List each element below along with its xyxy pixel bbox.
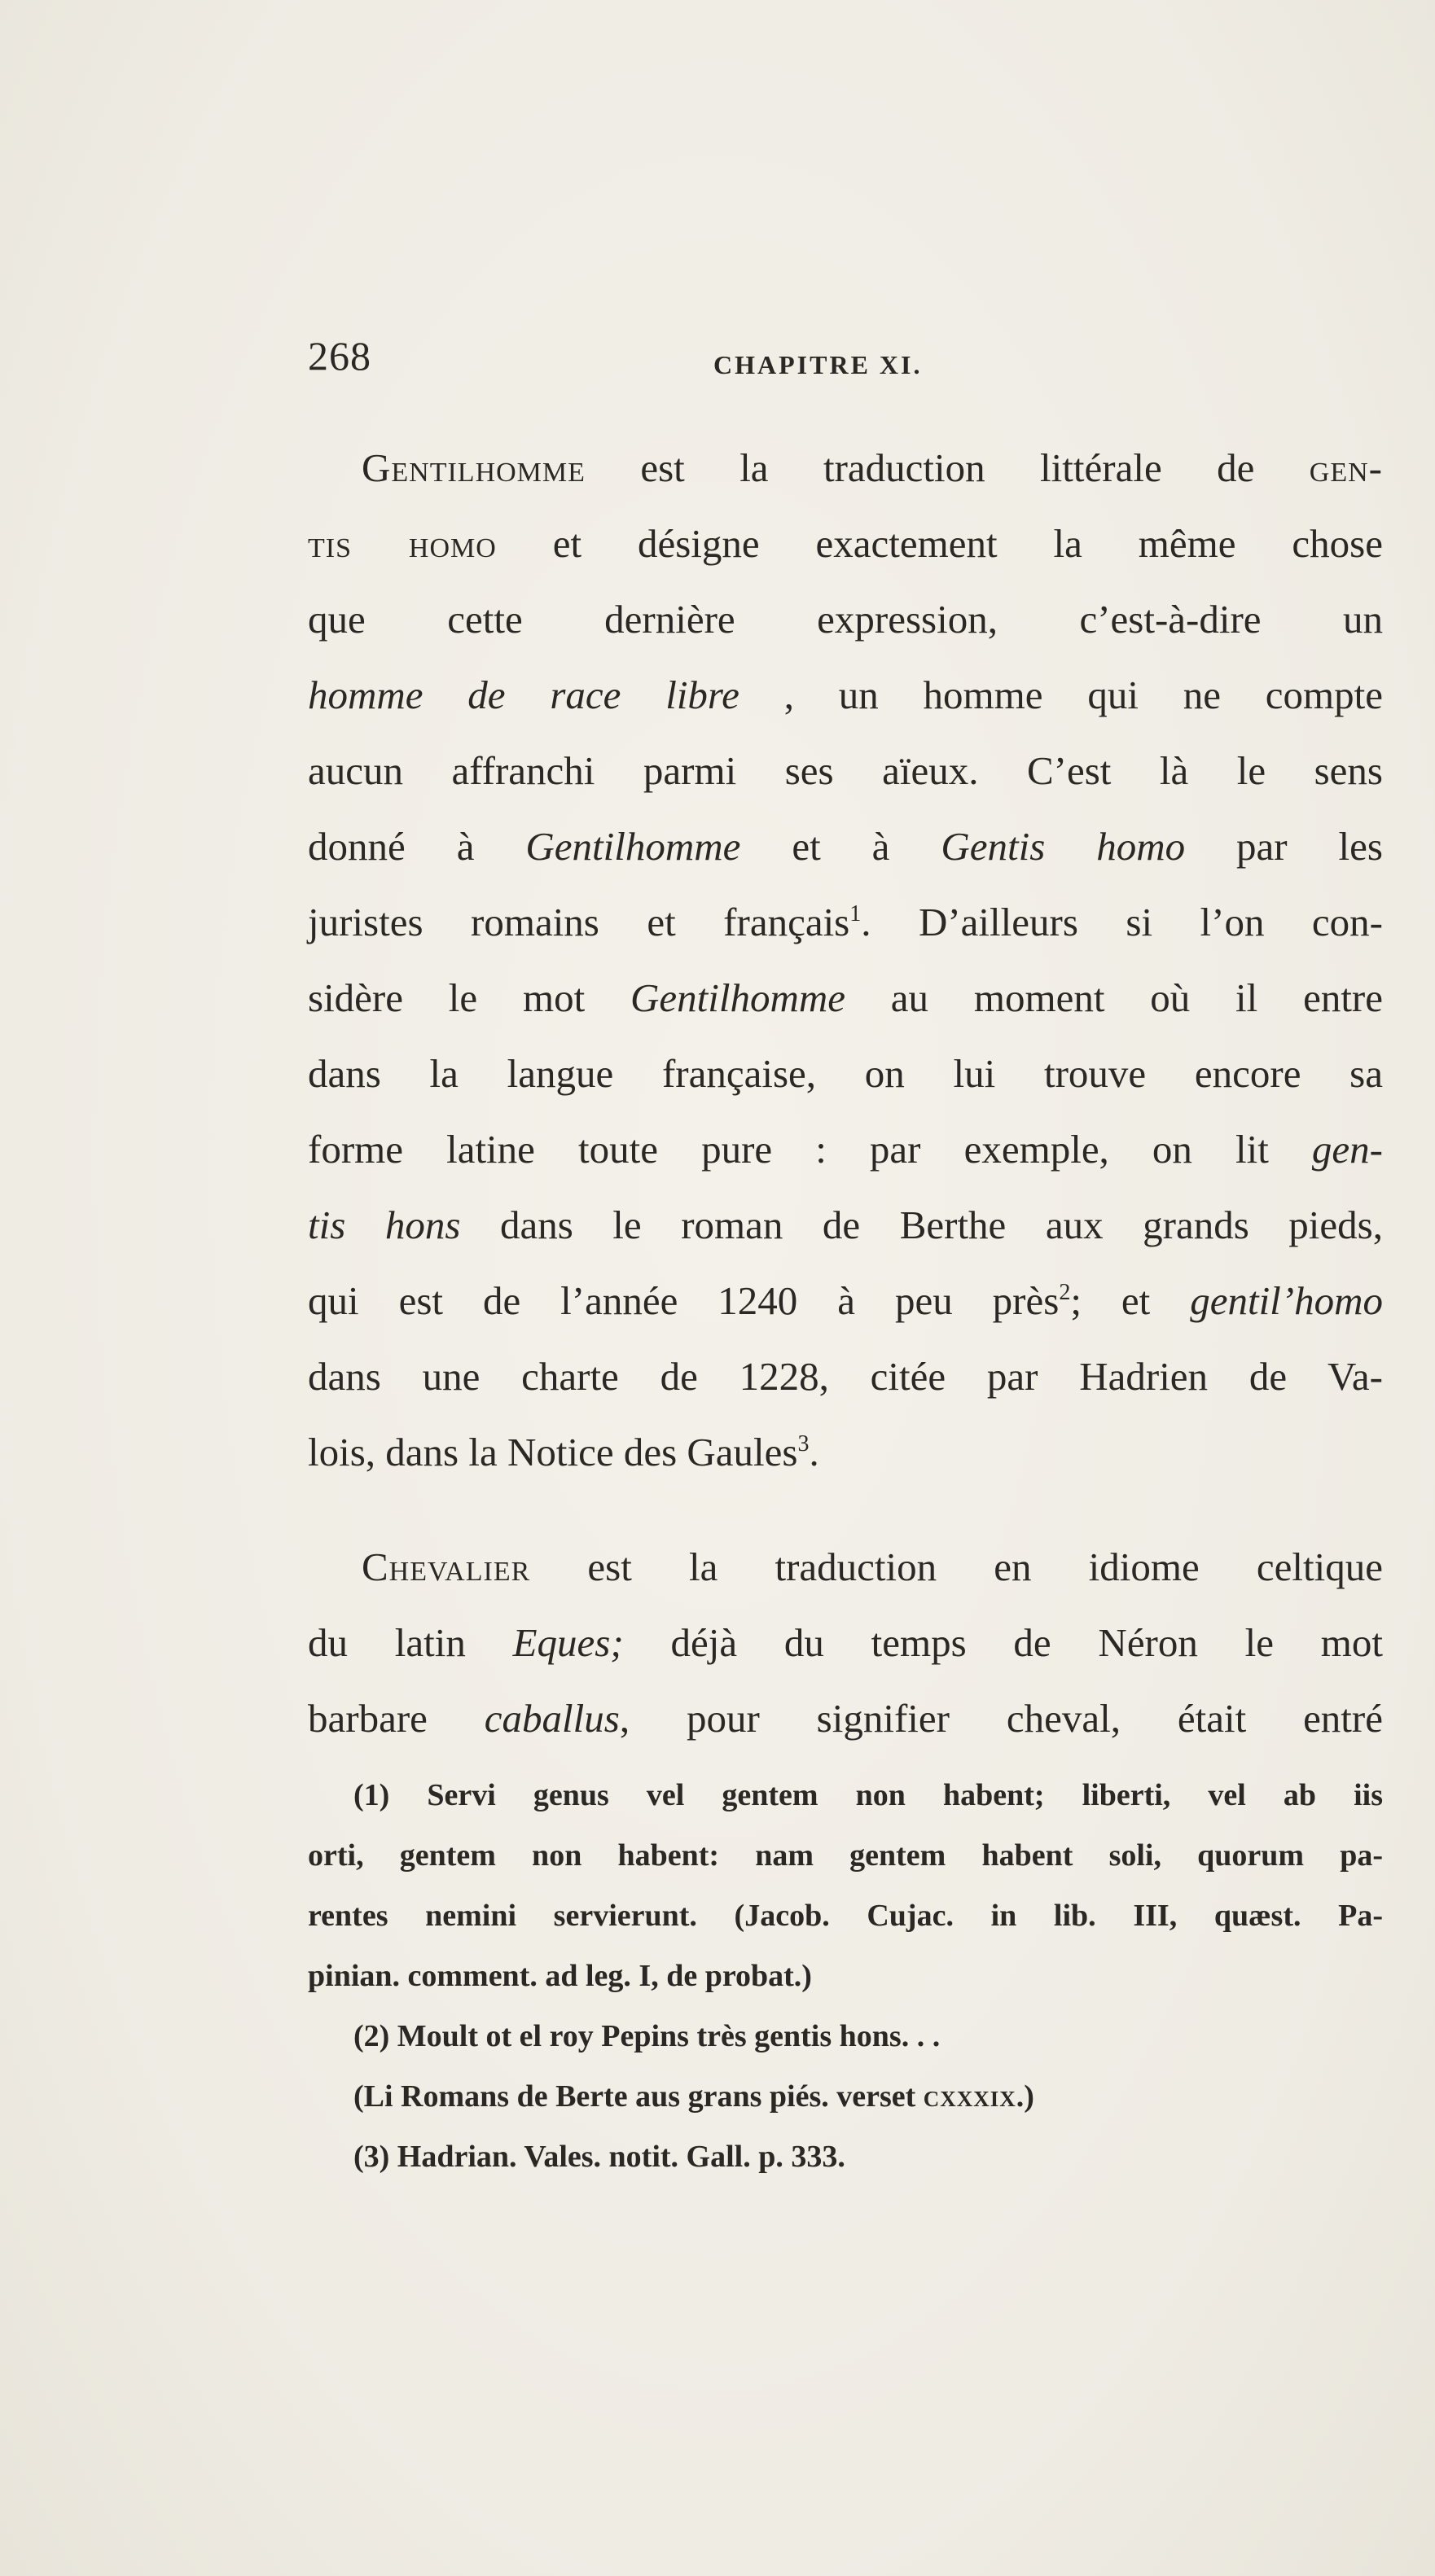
footnote-line: orti, gentem non habent: nam gentem habent soli, quorum pa- xyxy=(308,1838,1383,1873)
running-title: CHAPITRE XI. xyxy=(713,350,923,379)
text-line xyxy=(308,960,1383,1036)
text-line xyxy=(308,1263,1383,1338)
text-line xyxy=(308,1529,1383,1605)
footnote-line: rentes nemini servierunt. (Jacob. Cujac. in lib. III, quæst. Pa- xyxy=(308,1899,1383,1933)
text-line xyxy=(308,430,1383,506)
footnote-line: (1) Servi genus vel gentem non habent; liberti, vel ab iis xyxy=(353,1778,1383,1812)
text-span: dans le roman de Berthe aux grands pieds, xyxy=(460,1203,1383,1247)
text-span: juristes romains et français xyxy=(308,900,850,944)
text-span: ; et xyxy=(1070,1278,1191,1323)
text-span: (Li Romans de Berte aus grans piés. verset xyxy=(353,2079,924,2114)
text-span: du latin xyxy=(308,1620,513,1665)
text-line xyxy=(308,1187,1383,1263)
text-line: que cette dernière expression, c’est-à-dire un xyxy=(308,597,1383,642)
text-span: qui est de l’année 1240 à peu près xyxy=(308,1278,1060,1323)
text-span: . D’ailleurs si l’on con- xyxy=(861,900,1383,944)
italic-phrase: gen- xyxy=(1311,1127,1383,1172)
footnote-ref[interactable]: 1 xyxy=(849,901,862,927)
text-span: . xyxy=(809,1430,819,1474)
page-header xyxy=(308,332,1383,397)
main-text xyxy=(308,430,1383,1756)
footnote-line: (3) Hadrian. Vales. notit. Gall. p. 333. xyxy=(353,2140,845,2174)
italic-phrase: Gentilhomme xyxy=(630,975,845,1020)
footnote-line: pinian. comment. ad leg. I, de probat.) xyxy=(308,1959,812,1993)
text-span: et désigne exactement la même chose xyxy=(496,521,1383,566)
italic-phrase: Eques; xyxy=(512,1620,624,1665)
footnote-ref[interactable]: 3 xyxy=(797,1431,810,1457)
italic-phrase: gentil’homo xyxy=(1190,1278,1383,1323)
italic-phrase: Gentis homo xyxy=(941,824,1186,869)
text-line xyxy=(308,1111,1383,1187)
italic-phrase: Gentilhomme xyxy=(525,824,741,869)
term-gentilhomme: Gentilhomme xyxy=(362,445,586,490)
footnote-line: (2) Moult ot el roy Pepins très gentis hons. . . xyxy=(353,2019,941,2053)
text-span: , un homme qui ne compte xyxy=(739,672,1383,717)
italic-phrase: caballus xyxy=(484,1696,620,1741)
text-line xyxy=(308,1605,1383,1680)
footnotes xyxy=(308,1765,1383,2187)
text-span: forme latine toute pure : par exemple, on lit xyxy=(308,1127,1312,1172)
text-line xyxy=(308,1680,1383,1756)
text-span: est la traduction en idiome celtique xyxy=(530,1544,1383,1589)
italic-phrase: homme de race libre xyxy=(308,672,739,717)
verse-number: cxxxix xyxy=(923,2079,1016,2114)
text-span: donné à xyxy=(308,824,526,869)
text-span: et à xyxy=(740,824,941,869)
term-gentis-homo: tis homo xyxy=(308,521,497,566)
text-span: est la traduction littérale de xyxy=(585,445,1310,490)
text-span: barbare xyxy=(308,1696,485,1741)
text-span: au moment où il entre xyxy=(845,975,1383,1020)
text-line xyxy=(308,1414,1383,1490)
text-span: sidère le mot xyxy=(308,975,630,1020)
term-chevalier: Chevalier xyxy=(362,1544,531,1589)
text-span: lois, dans la Notice des Gaules xyxy=(308,1430,798,1474)
page-number: 268 xyxy=(308,333,371,379)
text-line: aucun affranchi parmi ses aïeux. C’est là le sens xyxy=(308,748,1383,793)
text-line xyxy=(308,884,1383,960)
text-span: , pour signifier cheval, était entré xyxy=(619,1696,1383,1741)
text-line: dans la langue française, on lui trouve encore sa xyxy=(308,1051,1383,1096)
text-line xyxy=(308,506,1383,581)
paragraph-gap xyxy=(308,1490,1383,1529)
text-line xyxy=(308,657,1383,733)
footnote-ref[interactable]: 2 xyxy=(1059,1280,1071,1305)
italic-phrase: tis hons xyxy=(308,1203,461,1247)
text-line: dans une charte de 1228, citée par Hadrien de Va- xyxy=(308,1354,1383,1399)
text-line xyxy=(308,808,1383,884)
text-span: déjà du temps de Néron le mot xyxy=(623,1620,1383,1665)
term-gentis: gen- xyxy=(1309,445,1383,490)
text-span: par les xyxy=(1185,824,1383,869)
footnote-line xyxy=(308,2066,1383,2127)
text-span: .) xyxy=(1016,2079,1034,2114)
